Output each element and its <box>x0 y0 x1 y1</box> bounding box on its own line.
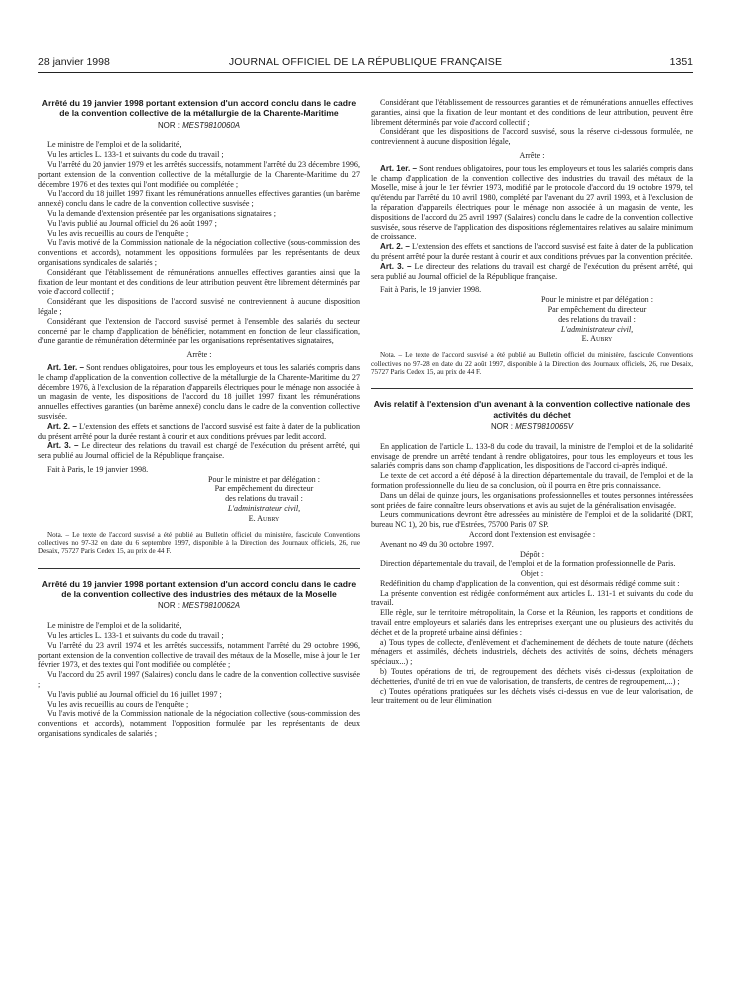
paragraph: Le ministre de l'emploi et de la solidarité, <box>47 140 182 150</box>
issue-date: 28 janvier 1998 <box>38 56 110 68</box>
list-item: b) Toutes opérations de tri, de regroupement des déchets visés ci-dessus (exploitation de déchetteries, d'unité de tri en vue de valorisation, de transferts, de centres de regroupement,...) ; <box>371 667 693 686</box>
nota: Nota. – Le texte de l'accord susvisé a été publié au Bulletin officiel du ministère, fascicule Conventions collectives no 97-32 en date du 6 septembre 1997, disponible à la Direction des Journaux officiels, 26, rue Desaix, 75727 Paris Cedex 15, au prix de 44 F. <box>38 530 360 556</box>
paragraph: Le ministre de l'emploi et de la solidarité, <box>47 621 182 631</box>
article-2: Art. 2. – L'extension des effets et sanctions de l'accord susvisé est faite à dater de la publication du présent arrêté pour la durée restant à courir et aux conditions prévues par ledit accord. <box>38 421 360 441</box>
signature-line: des relations du travail : <box>558 314 636 324</box>
paragraph: Le texte de cet accord a été déposé à la direction départementale du travail, de l'emploi et de la formation professionnelle du lieu de sa conclusion, où il pourra en être pris connaissance. <box>371 471 693 490</box>
list-item: c) Toutes opérations pratiquées sur les déchets visés ci-dessus en vue de leur valorisation, de leur traitement ou de leur élimination <box>371 686 693 706</box>
article-2: Art. 2. – L'extension des effets et sanctions de l'accord susvisé est faite à dater de la publication du présent arrêté pour la durée restant à courir et aux conditions prévues par la convention précitée. <box>371 242 693 261</box>
right-column <box>371 98 693 706</box>
section-separator <box>371 388 693 389</box>
paragraph: Vu l'avis publié au Journal officiel du 26 août 1997 ; <box>47 218 217 228</box>
paragraph: Vu l'accord du 25 avril 1997 (Salaires) conclu dans le cadre de la convention collective susvisée ; <box>38 670 360 690</box>
paragraph: Elle règle, sur le territoire métropolitain, la Corse et la Réunion, les rapports et conditions de travail entre employeurs et salariés dans les entreprises exerçant une ou plusieurs des activités du déchet et de la propreté urbaine ainsi définies : <box>371 608 693 637</box>
signature-line: des relations du travail : <box>225 494 303 504</box>
paragraph: Considérant que l'extension de l'accord susvisé permet à l'ensemble des salariés du secteur concerné par le champ d'application de bénéficier, notamment en fonction de leur classification, d'une garantie de rémunération déterminée par les organisations représentatives signataires, <box>38 316 360 346</box>
signature-line: Par empêchement du directeur <box>547 304 647 314</box>
paragraph: Vu les articles L. 133-1 et suivants du code du travail ; <box>47 631 224 641</box>
list-item: a) Tous types de collecte, d'enlèvement et d'acheminement de déchets de toute nature (déchets ménagers et assimilés, déchets industriels, déchets des activités de soins, déchets ménagers spéciaux...) ; <box>371 637 693 667</box>
signature-line: L'administrateur civil, <box>227 504 301 514</box>
signature-date: Fait à Paris, le 19 janvier 1998. <box>380 285 482 295</box>
signature-line: Pour le ministre et par délégation : <box>541 295 653 305</box>
objet-label: Objet : <box>520 569 544 579</box>
signature-date: Fait à Paris, le 19 janvier 1998. <box>47 464 149 474</box>
paragraph: Vu l'avis motivé de la Commission nationale de la négociation collective (sous-commission des conventions et accords), notamment les oppositions formulées par les représentants de deux organisations syndicales de salariés ; <box>38 238 360 267</box>
paragraph: En application de l'article L. 133-8 du code du travail, la ministre de l'emploi et de la solidarité envisage de prendre un arrêté tendant à rendre obligatoires, pour tous les employeurs et tous les salariés compris dans son champ d'application, les dispositions de l'accord ci-après indiqué. <box>371 441 693 471</box>
signatory-name: E. Aubry <box>581 334 613 344</box>
header-rule <box>38 72 693 73</box>
section-separator <box>38 568 360 569</box>
paragraph: Leurs communications devront être adressées au ministère de l'emploi et de la solidarité (DRT, bureau NC 1), 20 bis, rue d'Estrées, 75700 Paris 07 SP. <box>371 510 693 530</box>
depot-value: Direction départementale du travail, de l'emploi et de la formation professionnelle de Paris. <box>380 559 676 569</box>
journal-title: JOURNAL OFFICIEL DE LA RÉPUBLIQUE FRANÇAISE <box>228 56 503 68</box>
paragraph: Vu la demande d'extension présentée par les organisations signataires ; <box>47 208 276 218</box>
paragraph: Dans un délai de quinze jours, les organisations professionnelles et toutes personnes intéressées sont priées de faire connaître leurs observations et avis au sujet de la généralisation envisagée. <box>371 490 693 510</box>
paragraph: Vu l'avis motivé de la Commission nationale de la négociation collective (sous-commission des conventions et accords), notamment l'opposition formulée par les représentants de deux organisations syndicales de salariés ; <box>38 709 360 739</box>
paragraph: Considérant que les dispositions de l'accord susvisé ne contreviennent à aucune disposition légale ; <box>38 297 360 316</box>
article-3: Art. 3. – Le directeur des relations du travail est chargé de l'exécution du présent arrêté, qui sera publié au Journal officiel de la République française. <box>38 441 360 461</box>
paragraph: Vu l'arrêté du 23 avril 1974 et les arrêtés successifs, notamment l'arrêté du 29 octobre 1996, portant extension de la convention collective de travail des métaux de la Moselle, mise à jour le 1er février 1973, et des textes qui l'ont modifiée ou complétée ; <box>38 640 360 670</box>
page-header <box>38 56 693 72</box>
paragraph: Vu les avis recueillis au cours de l'enquête ; <box>47 228 189 238</box>
paragraph: Vu les avis recueillis au cours de l'enquête ; <box>47 699 189 709</box>
accord-label: Accord dont l'extension est envisagée : <box>468 529 596 539</box>
page-number: 1351 <box>669 56 693 68</box>
paragraph: Considérant que l'établissement de rémunérations annuelles effectives garanties ainsi que la fixation de leur montant et des conditions de leur attribution peuvent être librement déterminés par voie d'accord collectif ; <box>38 267 360 297</box>
article-1: Art. 1er. – Sont rendues obligatoires, pour tous les employeurs et tous les salariés compris dans le champ d'application de la convention collective de la métallurgie de la Charente-Maritime du 27 décembre 1976, à l'exclusion de la réparation d'appareils électriques pour le ménage non associée à un magasin de vente, les dispositions de l'accord du 18 juillet 1997 fixant les rémunérations annuelles effectives garanties (un barème annexé) conclu dans le cadre de la convention collective susvisée. <box>38 362 360 421</box>
nota: Nota. – Le texte de l'accord susvisé a été publié au Bulletin officiel du ministère, fascicule Conventions collectives no 97-28 en date du 22 août 1997, disponible à la Direction des Journaux officiels, 26, rue Desaix, 75727 Paris Cedex 15, au prix de 44 F. <box>371 351 693 376</box>
paragraph: Considérant que l'établissement de ressources garanties et de rémunérations annuelles effectives garanties, ainsi que la fixation de leur montant et des conditions de leur attribution, peuvent être librement déterminés par voie d'accord collectif ; <box>371 98 693 127</box>
paragraph: La présente convention est rédigée conformément aux articles L. 131-1 et suivants du code du travail. <box>371 588 693 608</box>
paragraph: Considérant que les dispositions de l'accord susvisé, sous la réserve ci-dessous formulée, ne contreviennent à aucune disposition légale, <box>371 127 693 147</box>
paragraph: Vu l'avis publié au Journal officiel du 16 juillet 1997 ; <box>47 689 222 699</box>
signature-line: Par empêchement du directeur <box>214 484 314 494</box>
avis-nor: NOR : MEST9810065V <box>490 421 574 431</box>
paragraph: Vu l'accord du 18 juillet 1997 fixant les rémunérations annuelles effectives garanties (un barème annexé) conclu dans le cadre de la convention collective susvisée ; <box>38 189 360 209</box>
objet-value: Redéfinition du champ d'application de la convention, qui est désormais rédigé comme suit : <box>380 578 680 588</box>
signature-line: L'administrateur civil, <box>560 324 634 334</box>
article-1: Art. 1er. – Sont rendues obligatoires, pour tous les employeurs et tous les salariés compris dans le champ d'application de la convention collective des industries du travail des métaux de la Moselle, mise à jour le 1er février 1973, modifié par le protocole d'accord du 19 octobre 1979, tel qu'étendu par l'arrêté du 10 avril 1980, complété par l'avenant du 27 avril 1993, et à l'exclusion de la réparation d'appareils électriques pour le ménage non associée à un magasin de vente, les dispositions de l'accord du 25 avril 1997 (Salaires) conclu dans le cadre de la convention collective susvisée, sous réserve de l'application des dispositions réglementaires relatives au salaire minimum de croissance. <box>371 163 693 242</box>
arrete-2-nor: NOR : MEST9810062A <box>157 601 241 611</box>
arrete-1-nor: NOR : MEST9810060A <box>157 120 241 130</box>
arrete-1-title: Arrêté du 19 janvier 1998 portant extension d'un accord conclu dans le cadre de la convention collective de la métallurgie de la Charente-Maritime <box>41 98 357 119</box>
paragraph: Vu les articles L. 133-1 et suivants du code du travail ; <box>47 150 224 160</box>
arrete-2-title: Arrêté du 19 janvier 1998 portant extension d'un accord conclu dans le cadre de la convention collective des industries des métaux de la Moselle <box>41 578 357 600</box>
signature-line: Pour le ministre et par délégation : <box>208 474 320 484</box>
paragraph: Vu l'arrêté du 20 janvier 1979 et les arrêtés successifs, notamment l'arrêté du 23 décembre 1996, portant extension de la convention collective de la métallurgie de la Charente-Maritime du 27 décembre 1976 et des textes qui l'ont modifiée ou complétée ; <box>38 159 360 189</box>
arrete-heading: Arrête : <box>519 150 545 160</box>
left-column <box>38 98 360 739</box>
accord-value: Avenant no 49 du 30 octobre 1997. <box>380 539 494 549</box>
article-3: Art. 3. – Le directeur des relations du travail est chargé de l'exécution du présent arrêté, qui sera publié au Journal officiel de la République française. <box>371 261 693 281</box>
signatory-name: E. Aubry <box>248 513 280 523</box>
avis-title: Avis relatif à l'extension d'un avenant à la convention collective nationale des activités du déchet <box>373 399 691 420</box>
depot-label: Dépôt : <box>519 549 545 559</box>
arrete-heading: Arrête : <box>186 350 212 360</box>
